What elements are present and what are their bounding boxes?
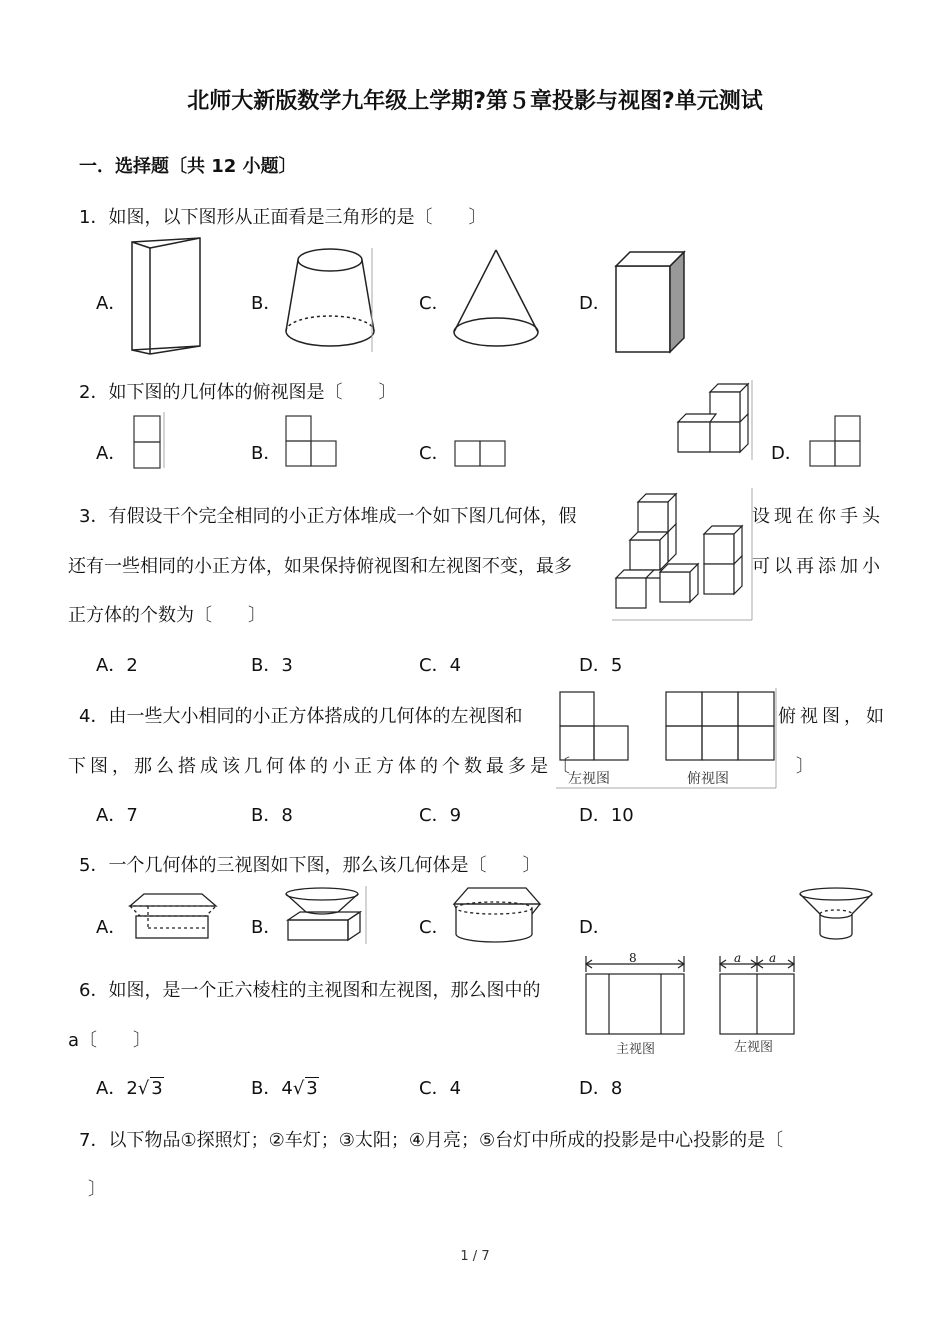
q6-dimension-a-left: a: [734, 951, 742, 965]
q3-option-d: D．5: [579, 655, 623, 676]
question-3-line3: 正方体的个数为〔 〕: [68, 605, 266, 626]
q5-option-b: B．: [251, 917, 282, 938]
q2-option-d-figure: [809, 414, 865, 470]
sqrt-symbol: √ 3: [292, 1078, 318, 1099]
q1-option-d: D．: [579, 293, 611, 314]
q6-option-b: [251, 1074, 319, 1100]
q5-option-d: D．: [579, 917, 611, 938]
question-7-line2: 〕: [88, 1179, 106, 1200]
q5-option-c: C．: [419, 917, 450, 938]
q4-option-d: D．10: [579, 805, 634, 826]
q2-option-b-figure: [285, 414, 341, 470]
q6-left-view-label: 左视图: [734, 1040, 774, 1055]
q4-option-a: A．7: [96, 805, 138, 826]
question-3-line1b: 设现在你手头: [752, 506, 884, 527]
q3-stacked-cubes-figure: [612, 488, 754, 620]
page-title: 北师大新版数学九年级上学期?第５章投影与视图?单元测试: [187, 89, 763, 114]
question-2-text: 2．如下图的几何体的俯视图是〔 〕: [79, 382, 397, 403]
q3-option-c: C．4: [419, 655, 462, 676]
q2-option-b: B．: [251, 443, 282, 464]
q1-option-c: C．: [419, 293, 450, 314]
q4-option-c: C．9: [419, 805, 462, 826]
q5-option-d-figure: [796, 886, 880, 946]
question-6-line2: a〔 〕: [68, 1030, 152, 1051]
question-4-line1a: 4．由一些大小相同的小正方体搭成的几何体的左视图和: [79, 706, 523, 727]
page-number: 1 / 7: [460, 1249, 490, 1264]
question-3-line1a: 3．有假设干个完全相同的小正方体堆成一个如下图几何体，假: [79, 506, 577, 527]
q6-option-a: [96, 1074, 164, 1100]
q1-cone-figure: [450, 246, 542, 350]
q1-option-b: B．: [251, 293, 282, 314]
q6-main-view-label: 主视图: [616, 1042, 656, 1057]
q1-cuboid-figure: [612, 250, 690, 356]
q3-option-a: A．2: [96, 655, 138, 676]
q4-left-view-label: 左视图: [568, 771, 610, 787]
question-7-line1: 7．以下物品①探照灯；②车灯；③太阳；④月亮；⑤台灯中所成的投影是中心投影的是〔: [79, 1130, 784, 1151]
q6-option-a-radicand: 3: [151, 1078, 163, 1099]
q2-option-d: D．: [771, 443, 803, 464]
q5-option-a: A．: [96, 917, 127, 938]
q6-option-a-prefix: A．2: [96, 1078, 138, 1099]
q6-option-c: C．4: [419, 1078, 462, 1099]
question-1-text: 1．如图，以下图形从正面看是三角形的是〔 〕: [79, 207, 487, 228]
q3-option-b: B．3: [251, 655, 293, 676]
question-3-line2b: 可以再添加小: [752, 556, 884, 577]
question-4-line2a: 下图，那么搭成该几何体的小正方体的个数最多是〔: [68, 756, 574, 777]
question-4-line1b: 俯视图，如: [778, 706, 888, 727]
q2-option-a-figure: [132, 412, 166, 468]
q2-solid-figure: [672, 380, 756, 460]
q6-dimension-8: 8: [629, 951, 637, 965]
question-6-line1: 6．如图，是一个正六棱柱的主视图和左视图，那么图中的: [79, 980, 541, 1001]
q2-option-a: A．: [96, 443, 127, 464]
q5-option-a-figure: [126, 888, 220, 944]
question-3-line2a: 还有一些相同的小正方体，如果保持俯视图和左视图不变，最多: [68, 556, 572, 577]
q6-option-b-prefix: B．4: [251, 1078, 293, 1099]
q1-option-a: A．: [96, 293, 127, 314]
q1-frustum-figure: [282, 246, 378, 354]
q6-left-view-figure: [716, 952, 800, 1038]
q6-option-b-radicand: 3: [306, 1078, 318, 1099]
section-heading: 一．选择题〔共 12 小题〕: [79, 156, 297, 177]
sqrt-symbol: √ 3: [137, 1078, 163, 1099]
q6-dimension-a-right: a: [769, 951, 777, 965]
question-4-line2b: 〕: [796, 756, 814, 777]
q1-prism-figure: [128, 236, 204, 356]
q4-option-b: B．8: [251, 805, 293, 826]
q2-option-c: C．: [419, 443, 450, 464]
q5-option-b-figure: [282, 886, 370, 944]
q6-option-d: D．8: [579, 1078, 623, 1099]
q4-top-view-label: 俯视图: [687, 771, 729, 787]
q2-option-c-figure: [453, 439, 509, 469]
question-5-text: 5．一个几何体的三视图如下图，那么该几何体是〔 〕: [79, 855, 541, 876]
q6-main-view-figure: [582, 952, 690, 1052]
q5-option-c-figure: [450, 884, 546, 946]
